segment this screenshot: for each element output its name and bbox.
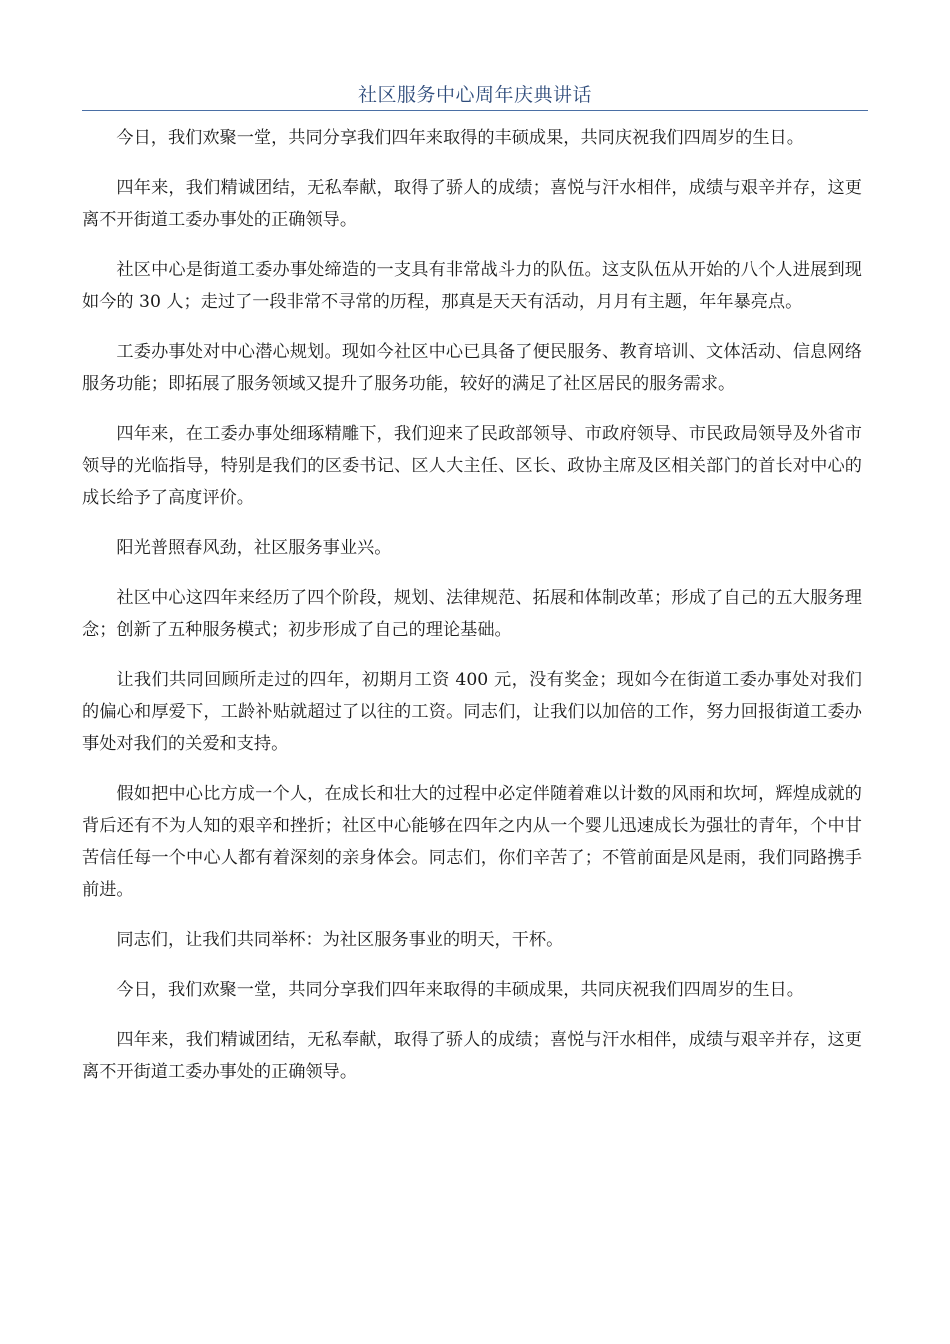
paragraph: 阳光普照春风劲，社区服务事业兴。 — [116, 538, 392, 558]
paragraph: 今日，我们欢聚一堂，共同分享我们四年来取得的丰硕成果，共同庆祝我们四周岁的生日。 — [116, 128, 804, 148]
paragraph: 工委办事处对中心潜心规划。现如今社区中心已具备了便民服务、教育培训、文体活动、信息网络服务功能；即拓展了服务领域又提升了服务功能，较好的满足了社区居民的服务需求。 — [82, 342, 862, 394]
paragraph: 同志们，让我们共同举杯：为社区服务事业的明天，干杯。 — [116, 930, 564, 950]
paragraph: 四年来，在工委办事处细琢精雕下，我们迎来了民政部领导、市政府领导、市民政局领导及外省市领导的光临指导，特别是我们的区委书记、区人大主任、区长、政协主席及区相关部门的首长对中心的成长给予了高度评价。 — [82, 424, 862, 508]
paragraph: 社区中心是街道工委办事处缔造的一支具有非常战斗力的队伍。这支队伍从开始的八个人进展到现如今的 30 人；走过了一段非常不寻常的历程，那真是天天有活动，月月有主题，年年暴亮点。 — [82, 260, 862, 312]
paragraph: 今日，我们欢聚一堂，共同分享我们四年来取得的丰硕成果，共同庆祝我们四周岁的生日。 — [116, 980, 804, 1000]
document-body — [82, 122, 862, 1106]
paragraph: 让我们共同回顾所走过的四年，初期月工资 400 元，没有奖金；现如今在街道工委办事处对我们的偏心和厚爱下，工龄补贴就超过了以往的工资。同志们，让我们以加倍的工作，努力回报街道工委办事处对我们的关爱和支持。 — [82, 670, 862, 754]
paragraph: 假如把中心比方成一个人，在成长和壮大的过程中必定伴随着难以计数的风雨和坎坷，辉煌成就的背后还有不为人知的艰辛和挫折；社区中心能够在四年之内从一个婴儿迅速成长为强壮的青年，个中甘苦信任每一个中心人都有着深刻的亲身体会。同志们，你们辛苦了；不管前面是风是雨，我们同路携手前进。 — [82, 784, 862, 900]
paragraph: 四年来，我们精诚团结，无私奉献，取得了骄人的成绩；喜悦与汗水相伴，成绩与艰辛并存，这更离不开街道工委办事处的正确领导。 — [82, 178, 862, 230]
paragraph: 社区中心这四年来经历了四个阶段，规划、法律规范、拓展和体制改革；形成了自己的五大服务理念；创新了五种服务模式；初步形成了自己的理论基础。 — [82, 588, 862, 640]
page-header — [82, 82, 868, 111]
paragraph: 四年来，我们精诚团结，无私奉献，取得了骄人的成绩；喜悦与汗水相伴，成绩与艰辛并存，这更离不开街道工委办事处的正确领导。 — [82, 1030, 862, 1082]
document-title: 社区服务中心周年庆典讲话 — [357, 84, 592, 106]
